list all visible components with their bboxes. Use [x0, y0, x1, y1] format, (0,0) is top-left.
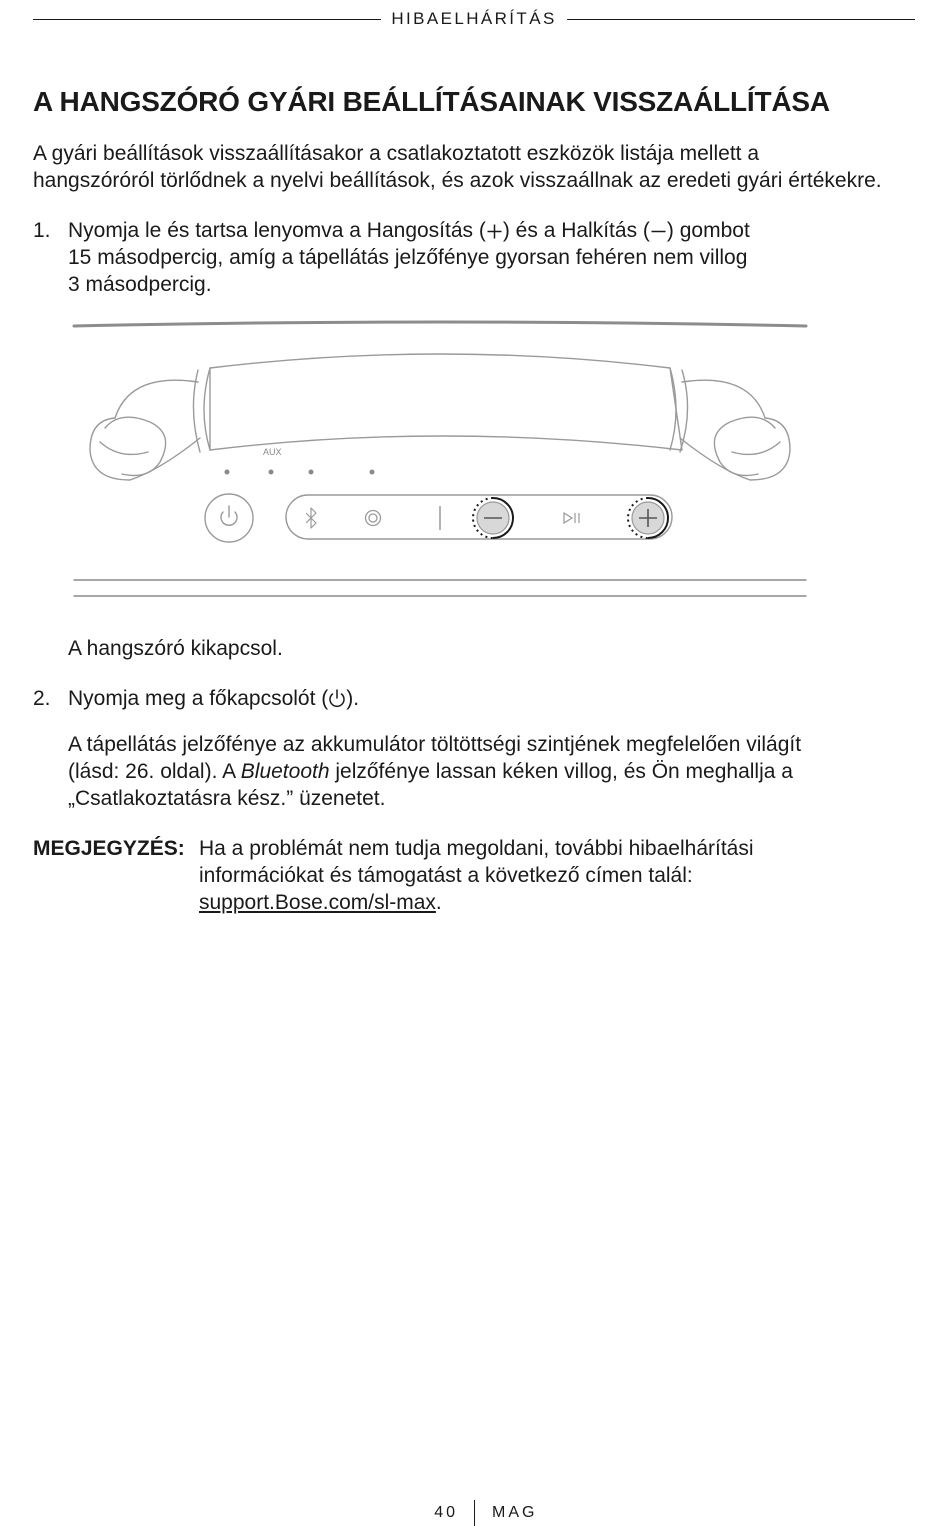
multi-device-icon [366, 511, 381, 526]
aux-label: AUX [263, 447, 282, 457]
intro-paragraph: A gyári beállítások visszaállításakor a csatlakoztatott eszközök listája mellett a hangszóróról törlődnek a nyelvi beállítások, és azok visszaállnak az eredeti gyári értékekre. [33, 142, 882, 192]
note: MEGJEGYZÉS: Ha a problémát nem tudja megoldani, további hibaelhárítási információkat és támogatást a következő címen talál: support.Bose.com/sl-max. [33, 837, 754, 914]
note-label: MEGJEGYZÉS: [33, 837, 185, 860]
language-code: MAG [492, 1504, 538, 1521]
step-1-line-1: Nyomja le és tartsa lenyomva a Hangosítás ( ) és a Halkítás ( ) gombot [68, 219, 750, 242]
play-pause-icon [564, 513, 579, 523]
power-icon [221, 506, 237, 525]
step-1-line-3: 3 másodpercig. [68, 273, 212, 296]
volume-down-icon [473, 498, 513, 538]
volume-up-icon [628, 498, 668, 538]
step-number: 1. [33, 219, 51, 242]
power-icon [328, 688, 346, 708]
section-header [33, 6, 915, 32]
header-rule-right [567, 19, 915, 20]
page-title: A HANGSZÓRÓ GYÁRI BEÁLLÍTÁSAINAK VISSZAÁLLÍTÁSA [33, 86, 830, 117]
footer-separator [474, 1500, 475, 1526]
step-2: 2. Nyomja meg a főkapcsolót ( ). [33, 687, 360, 710]
support-link[interactable]: support.Bose.com/sl-max [199, 891, 436, 914]
indicator-lights [225, 470, 375, 475]
plus-icon [486, 223, 503, 240]
step-1-line-2: 15 másodpercig, amíg a tápellátás jelzőfénye gyorsan fehéren nem villog [68, 246, 748, 269]
minus-icon [650, 223, 667, 240]
step-number: 2. [33, 687, 51, 710]
bluetooth-icon [306, 508, 316, 528]
speaker-illustration [60, 310, 820, 610]
page-footer [0, 1500, 950, 1526]
result-2: A tápellátás jelzőfénye az akkumulátor töltöttségi szintjének megfelelően világít (lásd: 26. oldal). A Bluetooth jelzőfénye lassan kéken villog, és Ön meghallja a „Csatlakoztatásra kész.” üzenetet. [68, 733, 802, 810]
result-1: A hangszóró kikapcsol. [68, 637, 283, 660]
header-rule-left [33, 19, 381, 20]
step-1 [33, 217, 893, 298]
page-number: 40 [434, 1504, 458, 1521]
section-title: HIBAELHÁRÍTÁS [391, 9, 557, 28]
